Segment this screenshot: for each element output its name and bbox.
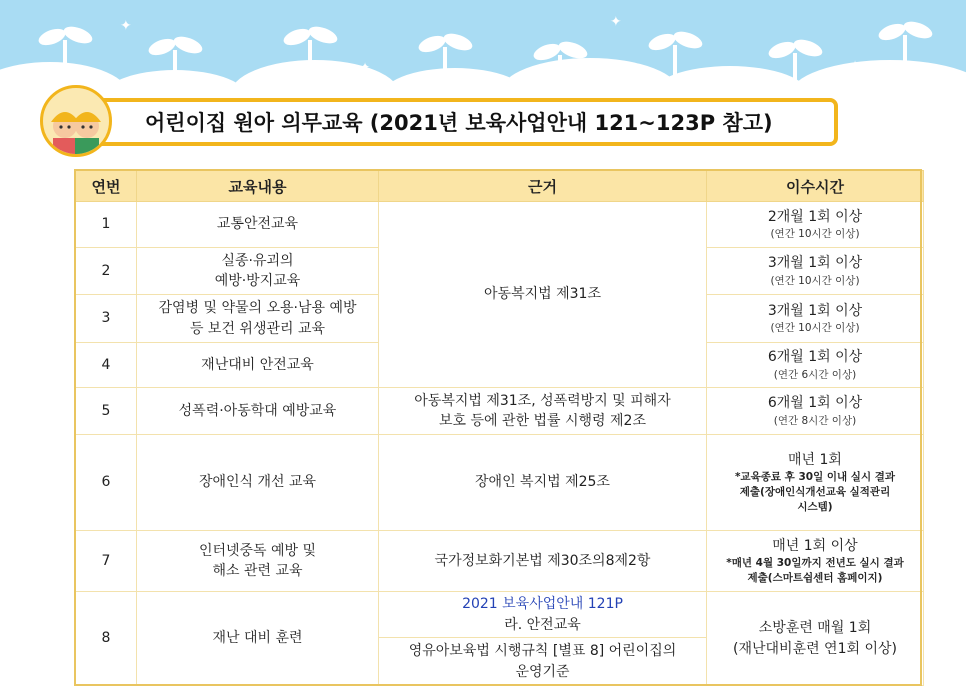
sprout-icon <box>525 30 595 90</box>
header-basis: 근거 <box>379 171 707 202</box>
hours-note: (연간 10시간 이상) <box>770 228 860 241</box>
row-hours <box>707 202 924 248</box>
table-row <box>76 592 924 638</box>
row-content <box>137 248 379 295</box>
row-basis: 장애인 복지법 제25조 <box>379 435 707 531</box>
title-row <box>40 85 840 155</box>
sprout-icon <box>140 25 210 85</box>
content-line: 감염병 및 약물의 오용·남용 예방 <box>158 300 357 317</box>
sprout-icon <box>640 20 710 80</box>
table-row <box>76 388 924 435</box>
education-table <box>75 170 924 686</box>
row-content <box>137 531 379 592</box>
content-line: 실종·유괴의 <box>221 252 294 269</box>
row-no: 8 <box>76 592 137 686</box>
sparkle-icon: ✦ <box>610 14 622 30</box>
row-hours <box>707 295 924 343</box>
sparkle-icon: ✦ <box>850 58 861 72</box>
hours-note: 제출(장애인식개선교육 실적관리 <box>739 486 891 499</box>
hours-note: *교육종료 후 30일 이내 실시 결과 <box>734 470 896 483</box>
hours-note: (연간 8시간 이상) <box>773 414 857 427</box>
table-row <box>76 202 924 248</box>
hours-main: 매년 1회 <box>788 451 842 468</box>
hours-note: 시스템) <box>797 501 833 514</box>
basis-line: 운영기준 <box>515 663 570 680</box>
hours-main: (재난대비훈련 연1회 이상) <box>733 640 897 657</box>
content-line: 예방·방지교육 <box>214 273 301 289</box>
row-content: 성폭력·아동학대 예방교육 <box>137 388 379 435</box>
hours-main: 6개월 1회 이상 <box>767 349 863 366</box>
hours-main: 6개월 1회 이상 <box>767 395 863 412</box>
row-basis <box>379 202 707 388</box>
hours-note: (연간 10시간 이상) <box>770 322 860 335</box>
table-row <box>76 435 924 531</box>
row-hours <box>707 388 924 435</box>
row-hours <box>707 531 924 592</box>
header-banner <box>0 0 966 92</box>
row-hours <box>707 435 924 531</box>
sparkle-icon: ✦ <box>360 60 371 74</box>
sprout-icon <box>275 15 345 75</box>
hours-note: (연간 6시간 이상) <box>773 368 857 381</box>
hours-note: *매년 4월 30일까지 전년도 실시 결과 <box>726 556 904 569</box>
sprout-icon <box>760 28 830 88</box>
basis-line: 라. 안전교육 <box>504 616 581 633</box>
row-no: 3 <box>76 295 137 343</box>
row-no: 2 <box>76 248 137 295</box>
row-no: 5 <box>76 388 137 435</box>
row-basis <box>379 592 707 638</box>
row-basis <box>379 388 707 435</box>
row-no: 7 <box>76 531 137 592</box>
basis-line: 아동복지법 제31조, 성폭력방지 및 피해자 <box>414 392 671 409</box>
content-line: 인터넷중독 예방 및 <box>198 542 317 559</box>
hours-main: 3개월 1회 이상 <box>767 302 863 319</box>
row-no: 4 <box>76 343 137 388</box>
row-content: 재난 대비 훈련 <box>137 592 379 686</box>
hours-main: 3개월 1회 이상 <box>767 255 863 272</box>
sprout-icon <box>410 22 480 82</box>
row-hours <box>707 343 924 388</box>
header-hours: 이수시간 <box>707 171 924 202</box>
header-no: 연번 <box>76 171 137 202</box>
hours-main: 2개월 1회 이상 <box>767 208 863 225</box>
row-no: 6 <box>76 435 137 531</box>
sprout-icon <box>870 10 940 70</box>
children-avatar-icon <box>40 85 112 157</box>
row-hours <box>707 592 924 686</box>
hours-note: (연간 10시간 이상) <box>770 274 860 287</box>
basis-link[interactable]: 2021 보육사업안내 121P <box>462 596 623 613</box>
sparkle-icon: ✦ <box>120 18 132 34</box>
row-content: 교통안전교육 <box>137 202 379 248</box>
row-hours <box>707 248 924 295</box>
header-content: 교육내용 <box>137 171 379 202</box>
sprout-icon <box>30 15 100 75</box>
table-row <box>76 531 924 592</box>
page-title: 어린이집 원아 의무교육 (2021년 보육사업안내 121~123P 참고) <box>145 111 773 135</box>
row-no: 1 <box>76 202 137 248</box>
table-header-row <box>76 171 924 202</box>
content-line: 해소 관련 교육 <box>212 563 303 579</box>
basis-text: 아동복지법 제31조 <box>484 286 601 303</box>
row-content: 장애인식 개선 교육 <box>137 435 379 531</box>
hours-main: 매년 1회 이상 <box>772 537 858 554</box>
hours-main: 소방훈련 매월 1회 <box>758 620 872 637</box>
hours-note: 제출(스마트쉼센터 홈페이지) <box>747 572 883 585</box>
row-basis <box>379 638 707 686</box>
row-basis: 국가정보화기본법 제30조의8제2항 <box>379 531 707 592</box>
basis-line: 영유아보육법 시행규칙 [별표 8] 어린이집의 <box>408 643 677 660</box>
row-content <box>137 295 379 343</box>
row-content: 재난대비 안전교육 <box>137 343 379 388</box>
content-line: 등 보건 위생관리 교육 <box>189 320 326 337</box>
basis-line: 보호 등에 관한 법률 시행령 제2조 <box>439 413 646 429</box>
